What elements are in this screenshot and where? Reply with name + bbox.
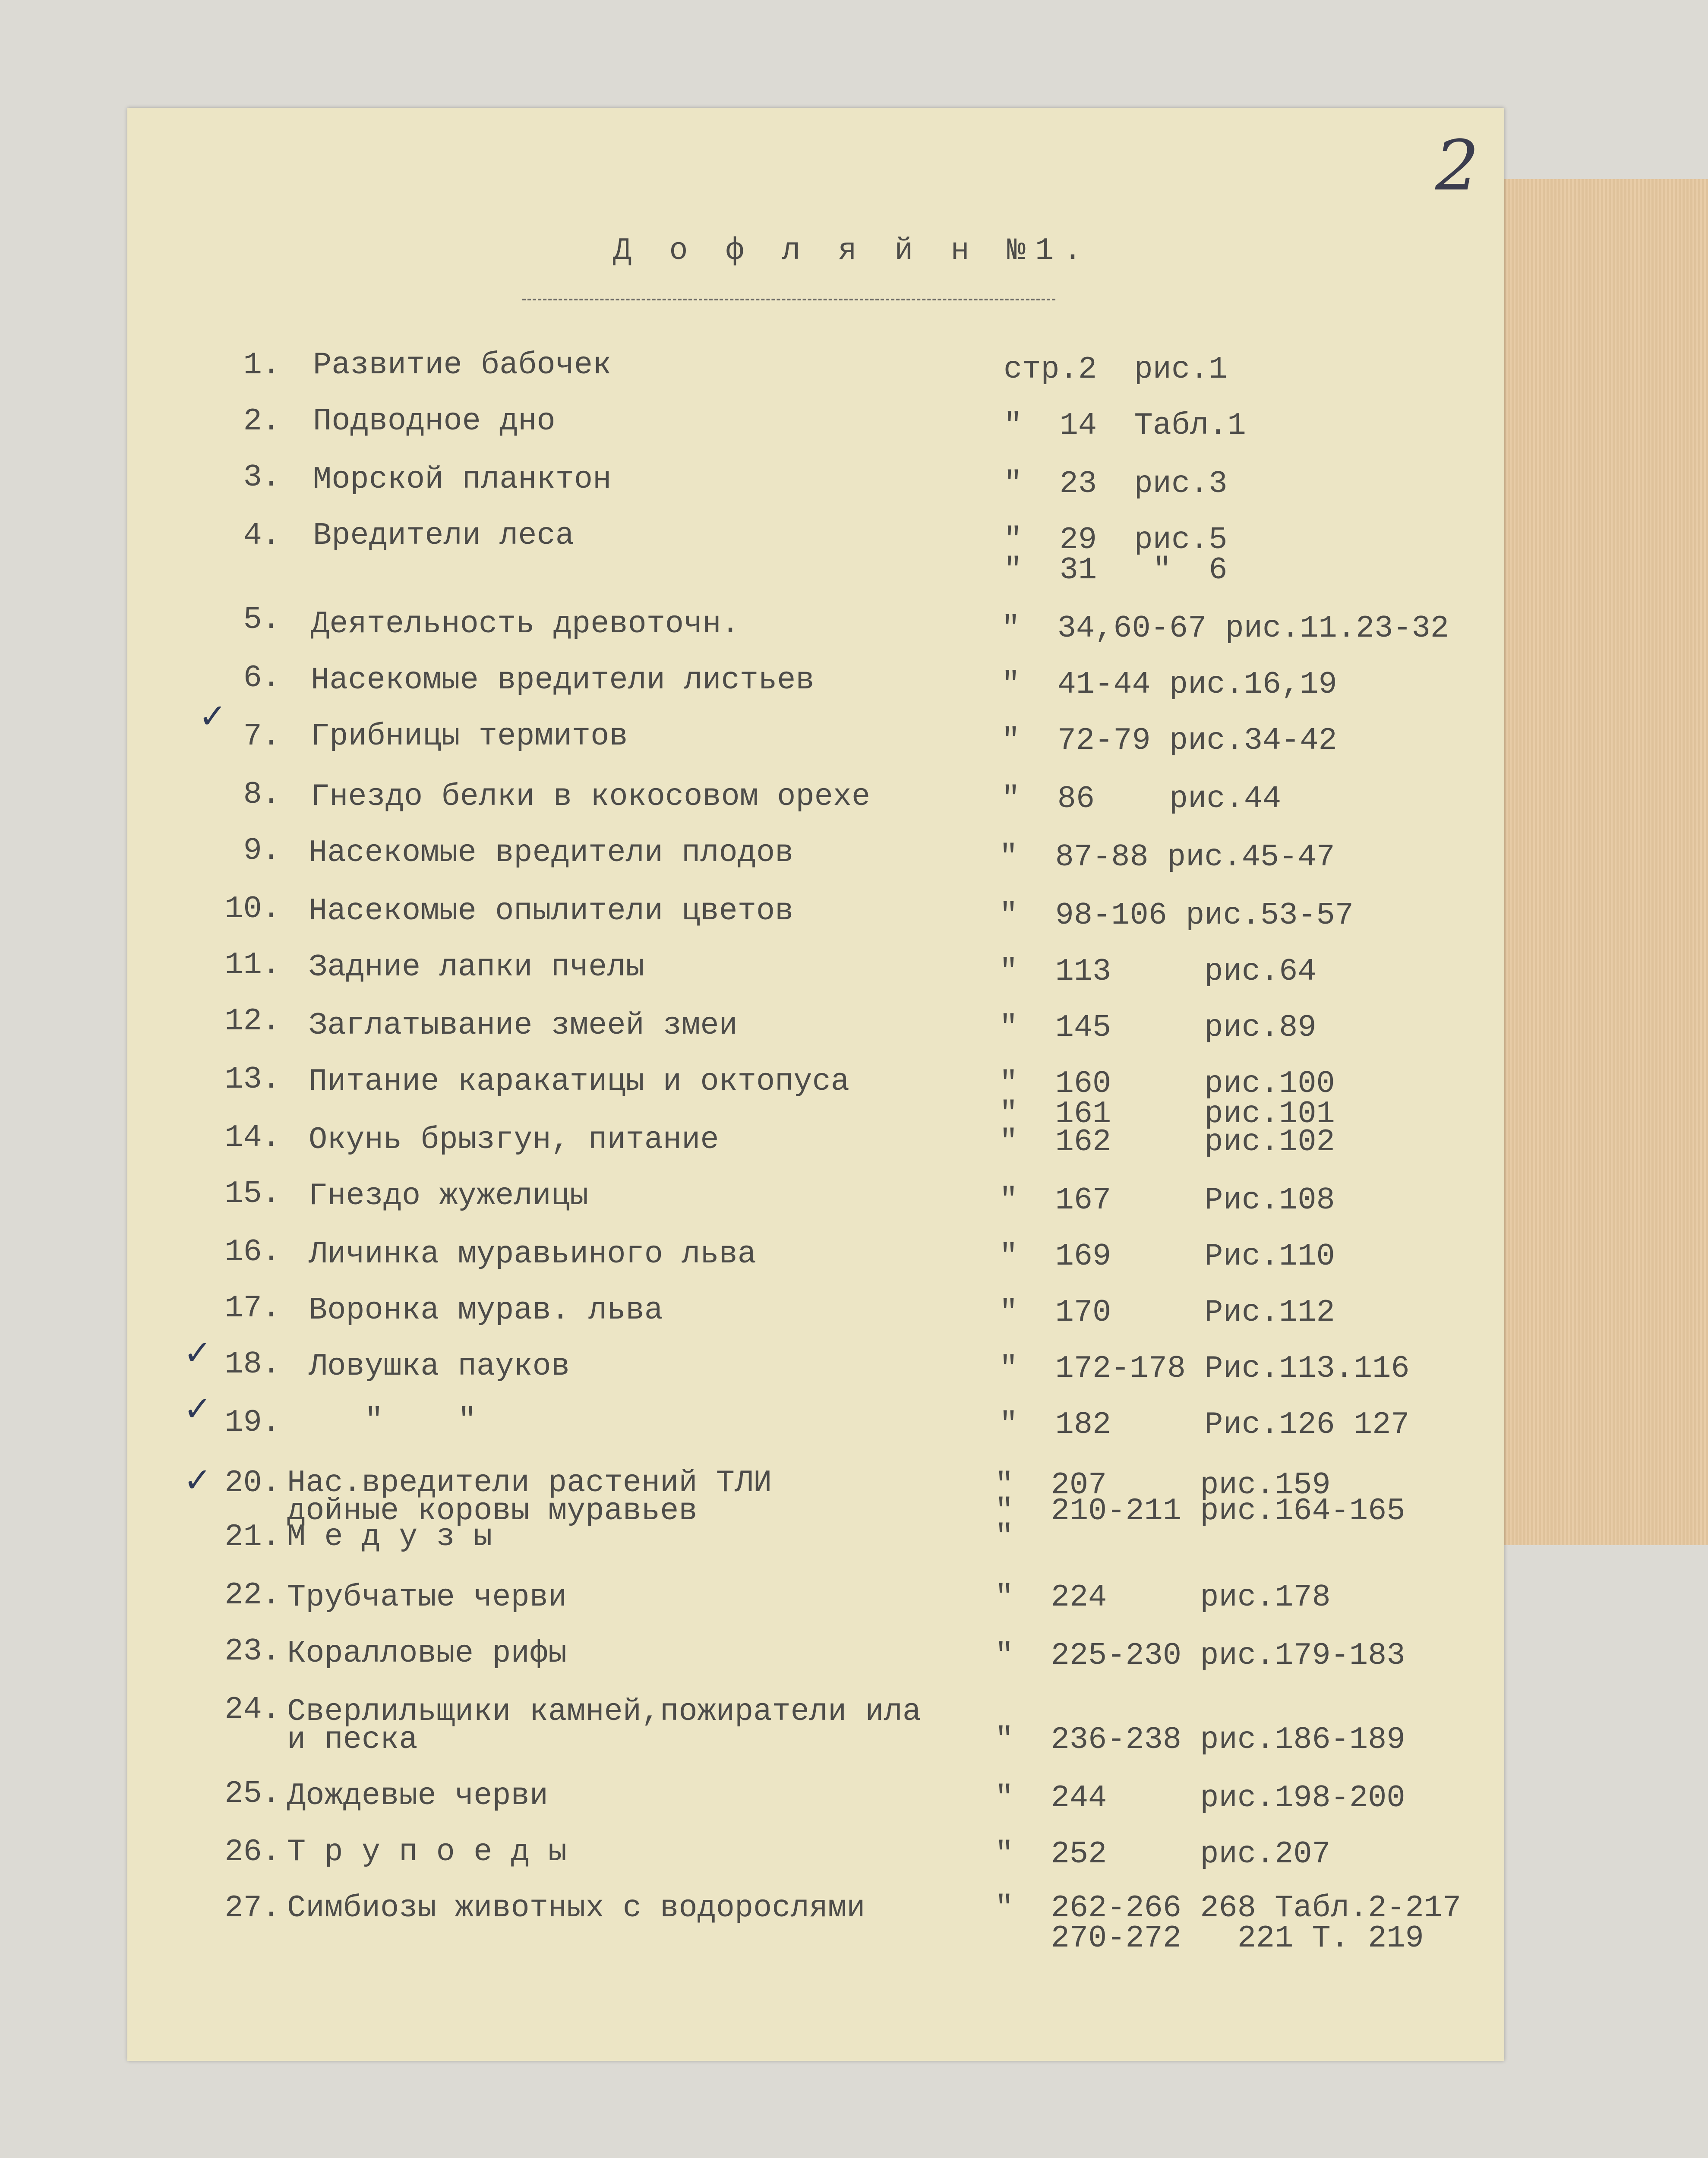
entry-reference: " 224 рис.178 [995,1580,1331,1615]
entry-number: 20. [224,1465,281,1501]
entry-reference: " 182 Рис.126 127 [999,1407,1410,1442]
entry-number: 8. [243,777,281,812]
entry-reference: " 98-106 рис.53-57 [999,898,1354,933]
entry-subject: Ловушка пауков [309,1349,570,1384]
check-mark-icon: ✓ [183,1461,212,1500]
entry-reference-continued: " 31 " 6 [1004,552,1228,588]
entry-subject: Трубчатые черви [287,1580,567,1615]
entry-number: 24. [224,1692,281,1727]
entry-subject-continued: и песка [287,1722,418,1757]
entry-number: 14. [224,1120,281,1155]
entry-number: 19. [224,1405,281,1440]
entry-reference: " 23 рис.3 [1004,466,1228,502]
entry-subject: Морской планктон [313,462,612,497]
entry-subject: Сверлильщики камней,пожиратели ила [287,1694,922,1729]
entry-subject: Грибницы термитов [311,719,628,754]
entry-reference: стр.2 рис.1 [1004,352,1228,387]
entry-number: 3. [243,460,281,495]
entry-number: 25. [224,1776,281,1811]
entry-subject: Задние лапки пчелы [309,950,644,985]
entry-reference: " 29 рис.5 [1004,522,1228,558]
entry-reference: " 87-88 рис.45-47 [999,839,1335,875]
entry-reference: " 86 рис.44 [1001,781,1282,817]
entry-subject-continued: дойные коровы муравьев [287,1493,698,1529]
entry-reference: " 169 Рис.110 [999,1239,1335,1274]
page-number: 2 [1435,125,1479,206]
entry-reference: " 210-211 рис.164-165 [995,1493,1405,1529]
entry-subject: Развитие бабочек [313,347,612,383]
check-mark-icon: ✓ [183,1334,212,1372]
entry-number: 9. [243,833,281,868]
check-mark-icon: ✓ [199,697,227,736]
entry-number: 4. [243,518,281,553]
entry-reference: " 262-266 268 Табл.2-217 [995,1890,1462,1926]
entry-subject: Гнездо жужелицы [309,1178,589,1214]
entry-reference: " 14 Табл.1 [1004,408,1246,443]
entry-reference: " 145 рис.89 [999,1010,1317,1045]
entry-number: 18. [224,1347,281,1382]
entry-reference: " 244 рис.198-200 [995,1780,1405,1816]
entry-number: 10. [224,891,281,927]
entry-subject: Гнездо белки в кокосовом орехе [311,779,871,814]
entry-reference: " [995,1519,1014,1555]
entry-reference: " 162 рис.102 [999,1124,1335,1160]
entry-reference: " 170 Рис.112 [999,1295,1335,1330]
check-mark-icon: ✓ [183,1390,212,1429]
entry-reference-continued: 270-272 221 Т. 219 [995,1921,1424,1956]
entry-number: 12. [224,1003,281,1039]
title-underline [522,299,1055,300]
entry-subject: Насекомые опылители цветов [309,893,794,929]
entry-reference: " 236-238 рис.186-189 [995,1722,1405,1757]
entry-number: 23. [224,1634,281,1669]
entry-reference: " 252 рис.207 [995,1836,1331,1872]
entry-subject: Насекомые вредители листьев [311,663,815,698]
entry-number: 7. [243,719,281,754]
entry-number: 15. [224,1176,281,1212]
entry-subject: Насекомые вредители плодов [309,835,794,871]
entry-number: 2. [243,404,281,439]
entry-number: 1. [243,347,281,383]
entry-number: 26. [224,1834,281,1870]
entry-reference: " 167 Рис.108 [999,1183,1335,1218]
entry-number: 22. [224,1577,281,1613]
entry-number: 17. [224,1290,281,1326]
entry-subject: Нас.вредители растений ТЛИ [287,1465,772,1501]
entry-subject: " " [309,1403,477,1438]
entry-number: 11. [224,947,281,983]
entry-subject: Деятельность древоточн. [311,606,740,642]
entry-reference: " 160 рис.100 [999,1066,1335,1101]
entry-reference: " 34,60-67 рис.11.23-32 [1001,611,1449,646]
entry-reference: " 225-230 рис.179-183 [995,1638,1405,1673]
entry-subject: Личинка муравьиного льва [309,1237,756,1272]
entry-subject: Симбиозы животных с водорослями [287,1890,865,1926]
entry-reference-continued: " 161 рис.101 [999,1096,1335,1132]
entry-subject: Подводное дно [313,404,556,439]
entry-reference: " 72-79 рис.34-42 [1001,723,1337,758]
entry-subject: Воронка мурав. льва [309,1293,663,1328]
entry-reference: " 207 рис.159 [995,1467,1331,1503]
entry-subject: Дождевые черви [287,1778,548,1814]
entry-reference: " 172-178 Рис.113.116 [999,1351,1410,1386]
document-title: Д о ф л я й н №1. [613,233,1092,268]
entry-number: 13. [224,1062,281,1097]
entry-number: 5. [243,602,281,637]
entry-subject: Коралловые рифы [287,1636,567,1671]
entry-subject: М е д у з ы [287,1519,493,1555]
entry-subject: Т р у п о е д ы [287,1834,567,1870]
entry-number: 16. [224,1234,281,1270]
backing-sheet [1502,179,1708,1545]
entry-reference: " 41-44 рис.16,19 [1001,667,1337,702]
entry-subject: Вредители леса [313,518,574,553]
entry-number: 6. [243,660,281,696]
entry-number: 27. [224,1890,281,1926]
entry-subject: Заглатывание змеей змеи [309,1008,738,1043]
entry-reference: " 113 рис.64 [999,954,1317,989]
entry-subject: Питание каракатицы и октопуса [309,1064,850,1099]
entry-subject: Окунь брызгун, питание [309,1122,719,1158]
entry-number: 21. [224,1519,281,1555]
